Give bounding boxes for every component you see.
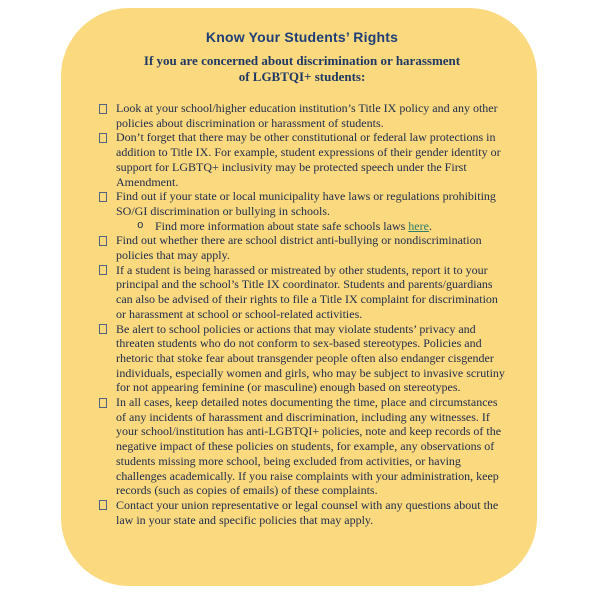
checkbox-bullet-icon — [99, 398, 107, 408]
checkbox-bullet-icon — [99, 192, 107, 202]
subitem-text-prefix: Find more information about state safe schools laws — [155, 218, 409, 233]
checklist-item-contact-union — [99, 498, 505, 527]
checklist — [99, 101, 505, 527]
know-your-rights-card — [61, 8, 537, 586]
checklist-item-text: Find out if your state or local municipality have laws or regulations prohibiting SO/GI discrimination or bullying in schools. — [116, 189, 496, 218]
checklist-subitem-safe-schools — [99, 219, 505, 234]
checklist-item-text: Don’t forget that there may be other constitutional or federal law protections in addition to Title IX. For example, student expressions of their gender identity or support for LGBTQ+ inclusivity may be protected speech under the First Amendment. — [116, 130, 501, 189]
checklist-item-report-harassment — [99, 263, 505, 322]
checklist-item-text: In all cases, keep detailed notes documenting the time, place and circumstances of any incidents of harassment and discrimination, including any witnesses. If your school/institution has anti-LGBTQI+ policies, note and keep records of the negative impact of these policies on students, for example, any observations of students missing more school, being excluded from activities, or having challenges academically. If you raise complaints with your administration, keep records (such as copies of emails) of these complaints. — [116, 395, 502, 498]
checklist-item-text: If a student is being harassed or mistreated by other students, report it to your principal and the school’s Title IX coordinator. Students and parents/guardians can also be advised of their rights to file a Title IX complaint for discrimination or harassment at school or school-related activities. — [116, 262, 498, 321]
checklist-item-text: Look at your school/higher education institution’s Title IX policy and any other policies about discrimination or harassment of students. — [116, 101, 498, 130]
checklist-item-state-local-laws — [99, 189, 505, 218]
safe-schools-laws-link[interactable]: here — [408, 218, 429, 233]
checkbox-bullet-icon — [99, 265, 107, 275]
checkbox-bullet-icon — [99, 500, 107, 510]
checkbox-bullet-icon — [99, 324, 107, 334]
checklist-item-keep-records — [99, 395, 505, 498]
card-title: Know Your Students’ Rights — [205, 29, 399, 45]
checklist-item-title-ix-policy — [99, 101, 505, 130]
checkbox-bullet-icon — [99, 133, 107, 143]
checklist-item-other-protections — [99, 130, 505, 189]
checklist-item-privacy-stereotypes — [99, 322, 505, 396]
subitem-text-suffix: . — [428, 218, 432, 233]
checklist-item-text: Contact your union representative or legal counsel with any questions about the law in your state and specific policies that may apply. — [116, 497, 499, 527]
checklist-item-text: Be alert to school policies or actions that may violate students’ privacy and threaten students who do not conform to sex-based stereotypes. Policies and rhetoric that stoke fear about transgender people often also endanger cisgender individuals, especially women and girls, who may be subject to invasive scrutiny for not appearing feminine (or masculine) enough based on stereotypes. — [116, 321, 505, 395]
card-subtitle-line2: of LGBTQI+ students: — [238, 68, 366, 84]
checkbox-bullet-icon — [99, 104, 107, 114]
checklist-item-district-policies — [99, 233, 505, 262]
checklist-item-text: Find out whether there are school district anti-bullying or nondiscrimination policies that may apply. — [116, 233, 482, 263]
card-subtitle-line1: If you are concerned about discrimination or harassment — [143, 53, 461, 68]
circle-bullet-icon: o — [137, 219, 144, 232]
card-subtitle — [99, 53, 505, 84]
checkbox-bullet-icon — [99, 236, 107, 246]
